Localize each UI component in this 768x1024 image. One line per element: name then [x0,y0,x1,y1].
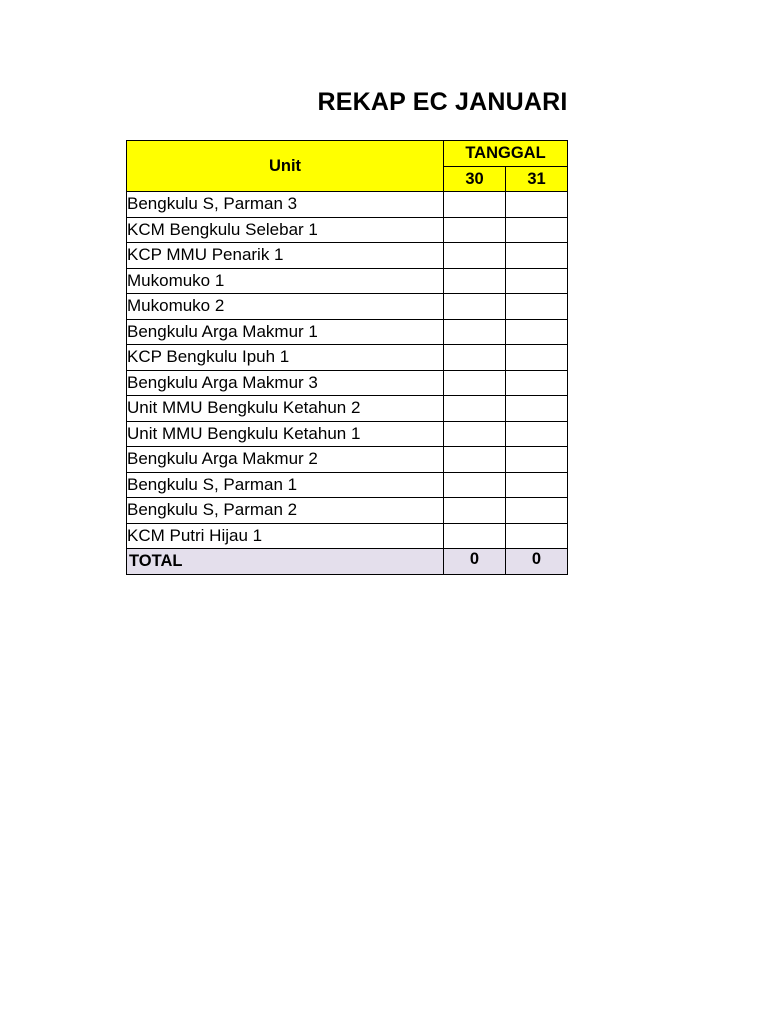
table-row [127,472,568,498]
unit-name-cell: Mukomuko 2 [127,294,444,320]
value-cell-31 [506,421,568,447]
value-cell-31 [506,192,568,218]
unit-name-cell: Bengkulu S, Parman 2 [127,498,444,524]
value-cell-30 [444,268,506,294]
value-cell-30 [444,345,506,371]
table-row [127,345,568,371]
table-row [127,447,568,473]
value-cell-30 [444,192,506,218]
total-row [127,549,568,575]
unit-name-cell: Unit MMU Bengkulu Ketahun 1 [127,421,444,447]
value-cell-30 [444,523,506,549]
date-column-header-30: 30 [444,167,506,192]
table-row [127,217,568,243]
value-cell-30 [444,447,506,473]
table-body [127,192,568,549]
total-label: TOTAL [127,549,444,575]
value-cell-30 [444,294,506,320]
value-cell-31 [506,447,568,473]
value-cell-31 [506,472,568,498]
table-header [127,141,568,192]
value-cell-31 [506,396,568,422]
page-title: REKAP EC JANUARI [317,88,568,116]
value-cell-31 [506,370,568,396]
table-row [127,498,568,524]
unit-name-cell: KCM Bengkulu Selebar 1 [127,217,444,243]
unit-name-cell: Bengkulu Arga Makmur 1 [127,319,444,345]
unit-name-cell: KCP MMU Penarik 1 [127,243,444,269]
unit-name-cell: Bengkulu Arga Makmur 3 [127,370,444,396]
value-cell-31 [506,217,568,243]
unit-name-cell: Bengkulu S, Parman 1 [127,472,444,498]
value-cell-31 [506,268,568,294]
value-cell-31 [506,523,568,549]
value-cell-30 [444,421,506,447]
unit-name-cell: KCM Putri Hijau 1 [127,523,444,549]
unit-column-header: Unit [127,141,444,192]
table-row [127,523,568,549]
table-row [127,243,568,269]
table-row [127,294,568,320]
tanggal-column-header: TANGGAL [444,141,568,167]
unit-name-cell: Unit MMU Bengkulu Ketahun 2 [127,396,444,422]
value-cell-31 [506,294,568,320]
date-column-header-31: 31 [506,167,568,192]
table-row [127,192,568,218]
value-cell-30 [444,319,506,345]
value-cell-31 [506,345,568,371]
unit-name-cell: Bengkulu S, Parman 3 [127,192,444,218]
value-cell-31 [506,498,568,524]
rekap-table [126,140,568,575]
value-cell-30 [444,472,506,498]
value-cell-30 [444,396,506,422]
total-value-30: 0 [444,549,506,575]
value-cell-30 [444,498,506,524]
value-cell-30 [444,243,506,269]
unit-name-cell: KCP Bengkulu Ipuh 1 [127,345,444,371]
total-value-31: 0 [506,549,568,575]
value-cell-30 [444,217,506,243]
value-cell-31 [506,319,568,345]
table-row [127,268,568,294]
unit-name-cell: Mukomuko 1 [127,268,444,294]
table-row [127,421,568,447]
table-row [127,396,568,422]
unit-name-cell: Bengkulu Arga Makmur 2 [127,447,444,473]
value-cell-31 [506,243,568,269]
table-row [127,370,568,396]
value-cell-30 [444,370,506,396]
table-row [127,319,568,345]
